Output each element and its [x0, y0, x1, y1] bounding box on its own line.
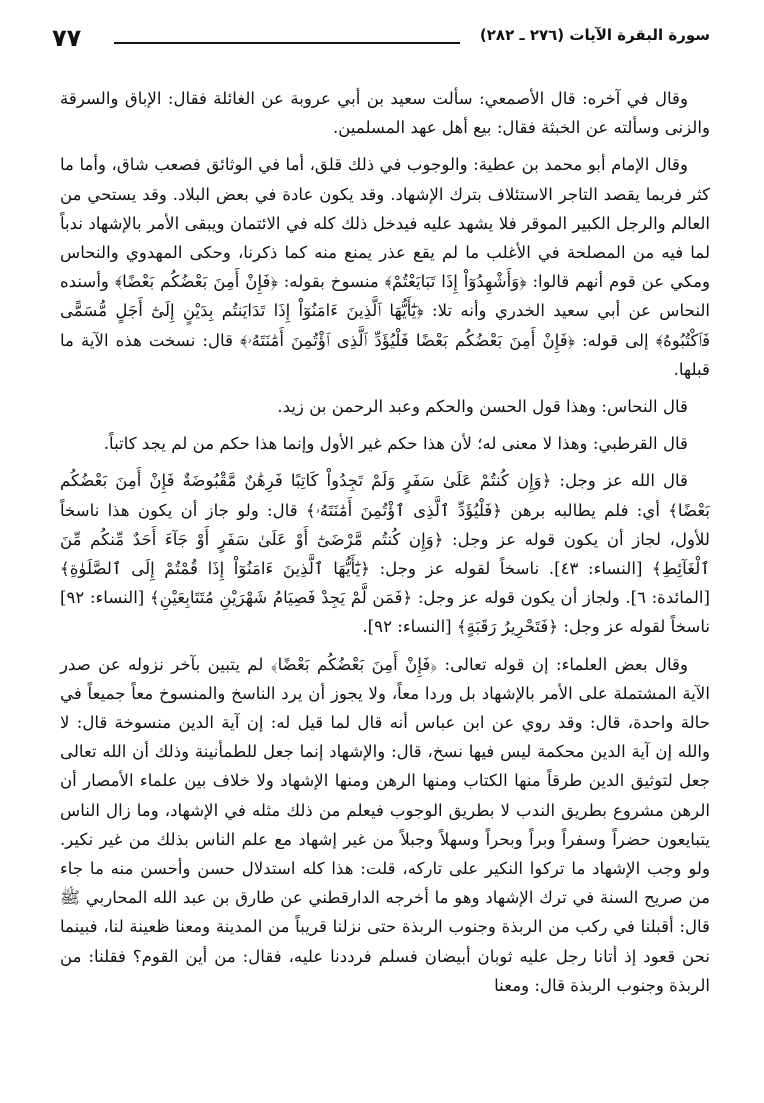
paragraph: قال النحاس: وهذا قول الحسن والحكم وعبد الرحمن بن زيد. — [277, 397, 688, 417]
header-rule — [114, 42, 460, 44]
running-title: سورة البقرة الآيات (٢٧٦ ـ ٢٨٢) — [479, 26, 710, 44]
page-body — [60, 84, 710, 1000]
paragraph: قال القرطبي: وهذا لا معنى له؛ لأن هذا حكم غير الأول وإنما هذا حكم من لم يجد كاتباً. — [103, 434, 688, 454]
paragraph: وقال في آخره: قال الأصمعي: سألت سعيد بن أبي عروبة عن الغائلة فقال: الإباق والسرقة والزنى وسألته عن الخبثة فقال: بيع أهل عهد المسلمين. — [60, 89, 710, 138]
page-number: ٧٧ — [52, 24, 82, 52]
paragraph: وقال بعض العلماء: إن قوله تعالى: ﴿فَإِنْ أَمِنَ بَعْضُكُم بَعْضًا﴾ لم يتبين بآخر نزوله عن صدر الآية المشتملة على الأمر بالإشهاد بل وردا معاً، ولا يجوز أن يرد الناسخ والمنسوخ معاً جميعاً في حالة واحدة، قال: وقد روي عن ابن عباس أنه قال لما قيل له: إن آية الدين منسوخة قال: لا والله إن آية الدين محكمة ليس فيها نسخ، قال: والإشهاد إنما جعل للطمأنينة وذلك أن الله تعالى جعل لتوثيق الدين طرقاً منها الكتاب ومنها الرهن ومنها الإشهاد ولا خلاف بين علماء الأمصار أن الرهن مشروع بطريق الندب لا بطريق الوجوب فيعلم من ذلك مثله في الإشهاد، وما زال الناس يتبايعون حضراً وسفراً وبراً وبحراً وسهلاً وجبلاً من غير إشهاد مع علم الناس بذلك من غير نكير. ولو وجب الإشهاد ما تركوا النكير على تاركه، قلت: هذا كله استدلال حسن وأحسن منه ما جاء من صريح السنة في ترك الإشهاد وهو ما أخرجه الدارقطني عن طارق بن عبد الله المحاربي ﷺ قال: أقبلنا في ركب من الربذة وجنوب الربذة حتى نزلنا قريباً من المدينة ومعنا ظعينة لنا، فبينما نحن قعود إذ أتانا رجل عليه ثوبان أبيضان فسلم فرددنا عليه، فقال: من أين القوم؟ فقلنا: من الربذة وجنوب الربذة قال: ومعنا — [60, 654, 710, 995]
paragraph: وقال الإمام أبو محمد بن عطية: والوجوب في ذلك قلق، أما في الوثائق فصعب شاق، وأما ما كثر فربما يقصد التاجر الاستئلاف بترك الإشهاد. وقد يكون عادة في بعض البلاد. وقد يستحي من العالم والرجل الكبير الموقر فلا يشهد عليه فيدخل ذلك كله في الائتمان ويبقى الأمر بالإشهاد ندباً لما فيه من المصلحة في الأغلب ما لم يقع عذر يمنع منه كما ذكرنا، وحكى المهدوي والنحاس ومكي عن قوم أنهم قالوا: ﴿وَأَشْهِدُوٓاْ إِذَا تَبَايَعْتُمْ﴾ منسوخ بقوله: ﴿فَإِنْ أَمِنَ بَعْضُكُم بَعْضًا﴾ وأسنده النحاس عن أبي سعيد الخدري وأنه تلا: ﴿يَٰٓأَيُّهَا ٱلَّذِينَ ءَامَنُوٓاْ إِذَا تَدَايَنتُم بِدَيْنٍ إِلَىٰٓ أَجَلٍ مُّسَمًّى فَٱكْتُبُوهُ﴾ إلى قوله: ﴿فَإِنْ أَمِنَ بَعْضُكُم بَعْضًا فَلْيُؤَدِّ ٱلَّذِى ٱؤْتُمِنَ أَمَٰنَتَهُۥ﴾ قال: نسخت هذه الآية ما قبلها. — [60, 155, 710, 379]
page-header — [44, 22, 710, 56]
paragraph: قال الله عز وجل: ﴿وَإِن كُنتُمْ عَلَىٰ سَفَرٍ وَلَمْ تَجِدُواْ كَاتِبًا فَرِهَٰنٌ مَّقْبُوضَةٌ فَإِنْ أَمِنَ بَعْضُكُم بَعْضًا﴾ أي: فلم يطالبه برهن ﴿فَلْيُؤَدِّ ٱلَّذِى ٱؤْتُمِنَ أَمَٰنَتَهُۥ﴾ قال: ولو جاز أن يكون هذا ناسخاً للأول، لجاز أن يكون قوله عز وجل: ﴿وَإِن كُنتُم مَّرْضَىٰٓ أَوْ عَلَىٰ سَفَرٍ أَوْ جَآءَ أَحَدٌ مِّنكُم مِّنَ ٱلْغَآئِطِ﴾ [النساء: ٤٣]. ناسخاً لقوله عز وجل: ﴿يَٰٓأَيُّهَا ٱلَّذِينَ ءَامَنُوٓاْ إِذَا قُمْتُمْ إِلَى ٱلصَّلَوٰةِ﴾ [المائدة: ٦]. ولجاز أن يكون قوله عز وجل: ﴿فَمَن لَّمْ يَجِدْ فَصِيَامُ شَهْرَيْنِ مُتَتَابِعَيْنِ﴾ [النساء: ٩٢] ناسخاً لقوله عز وجل: ﴿فَتَحْرِيرُ رَقَبَةٍ﴾ [النساء: ٩٢]. — [60, 471, 710, 637]
